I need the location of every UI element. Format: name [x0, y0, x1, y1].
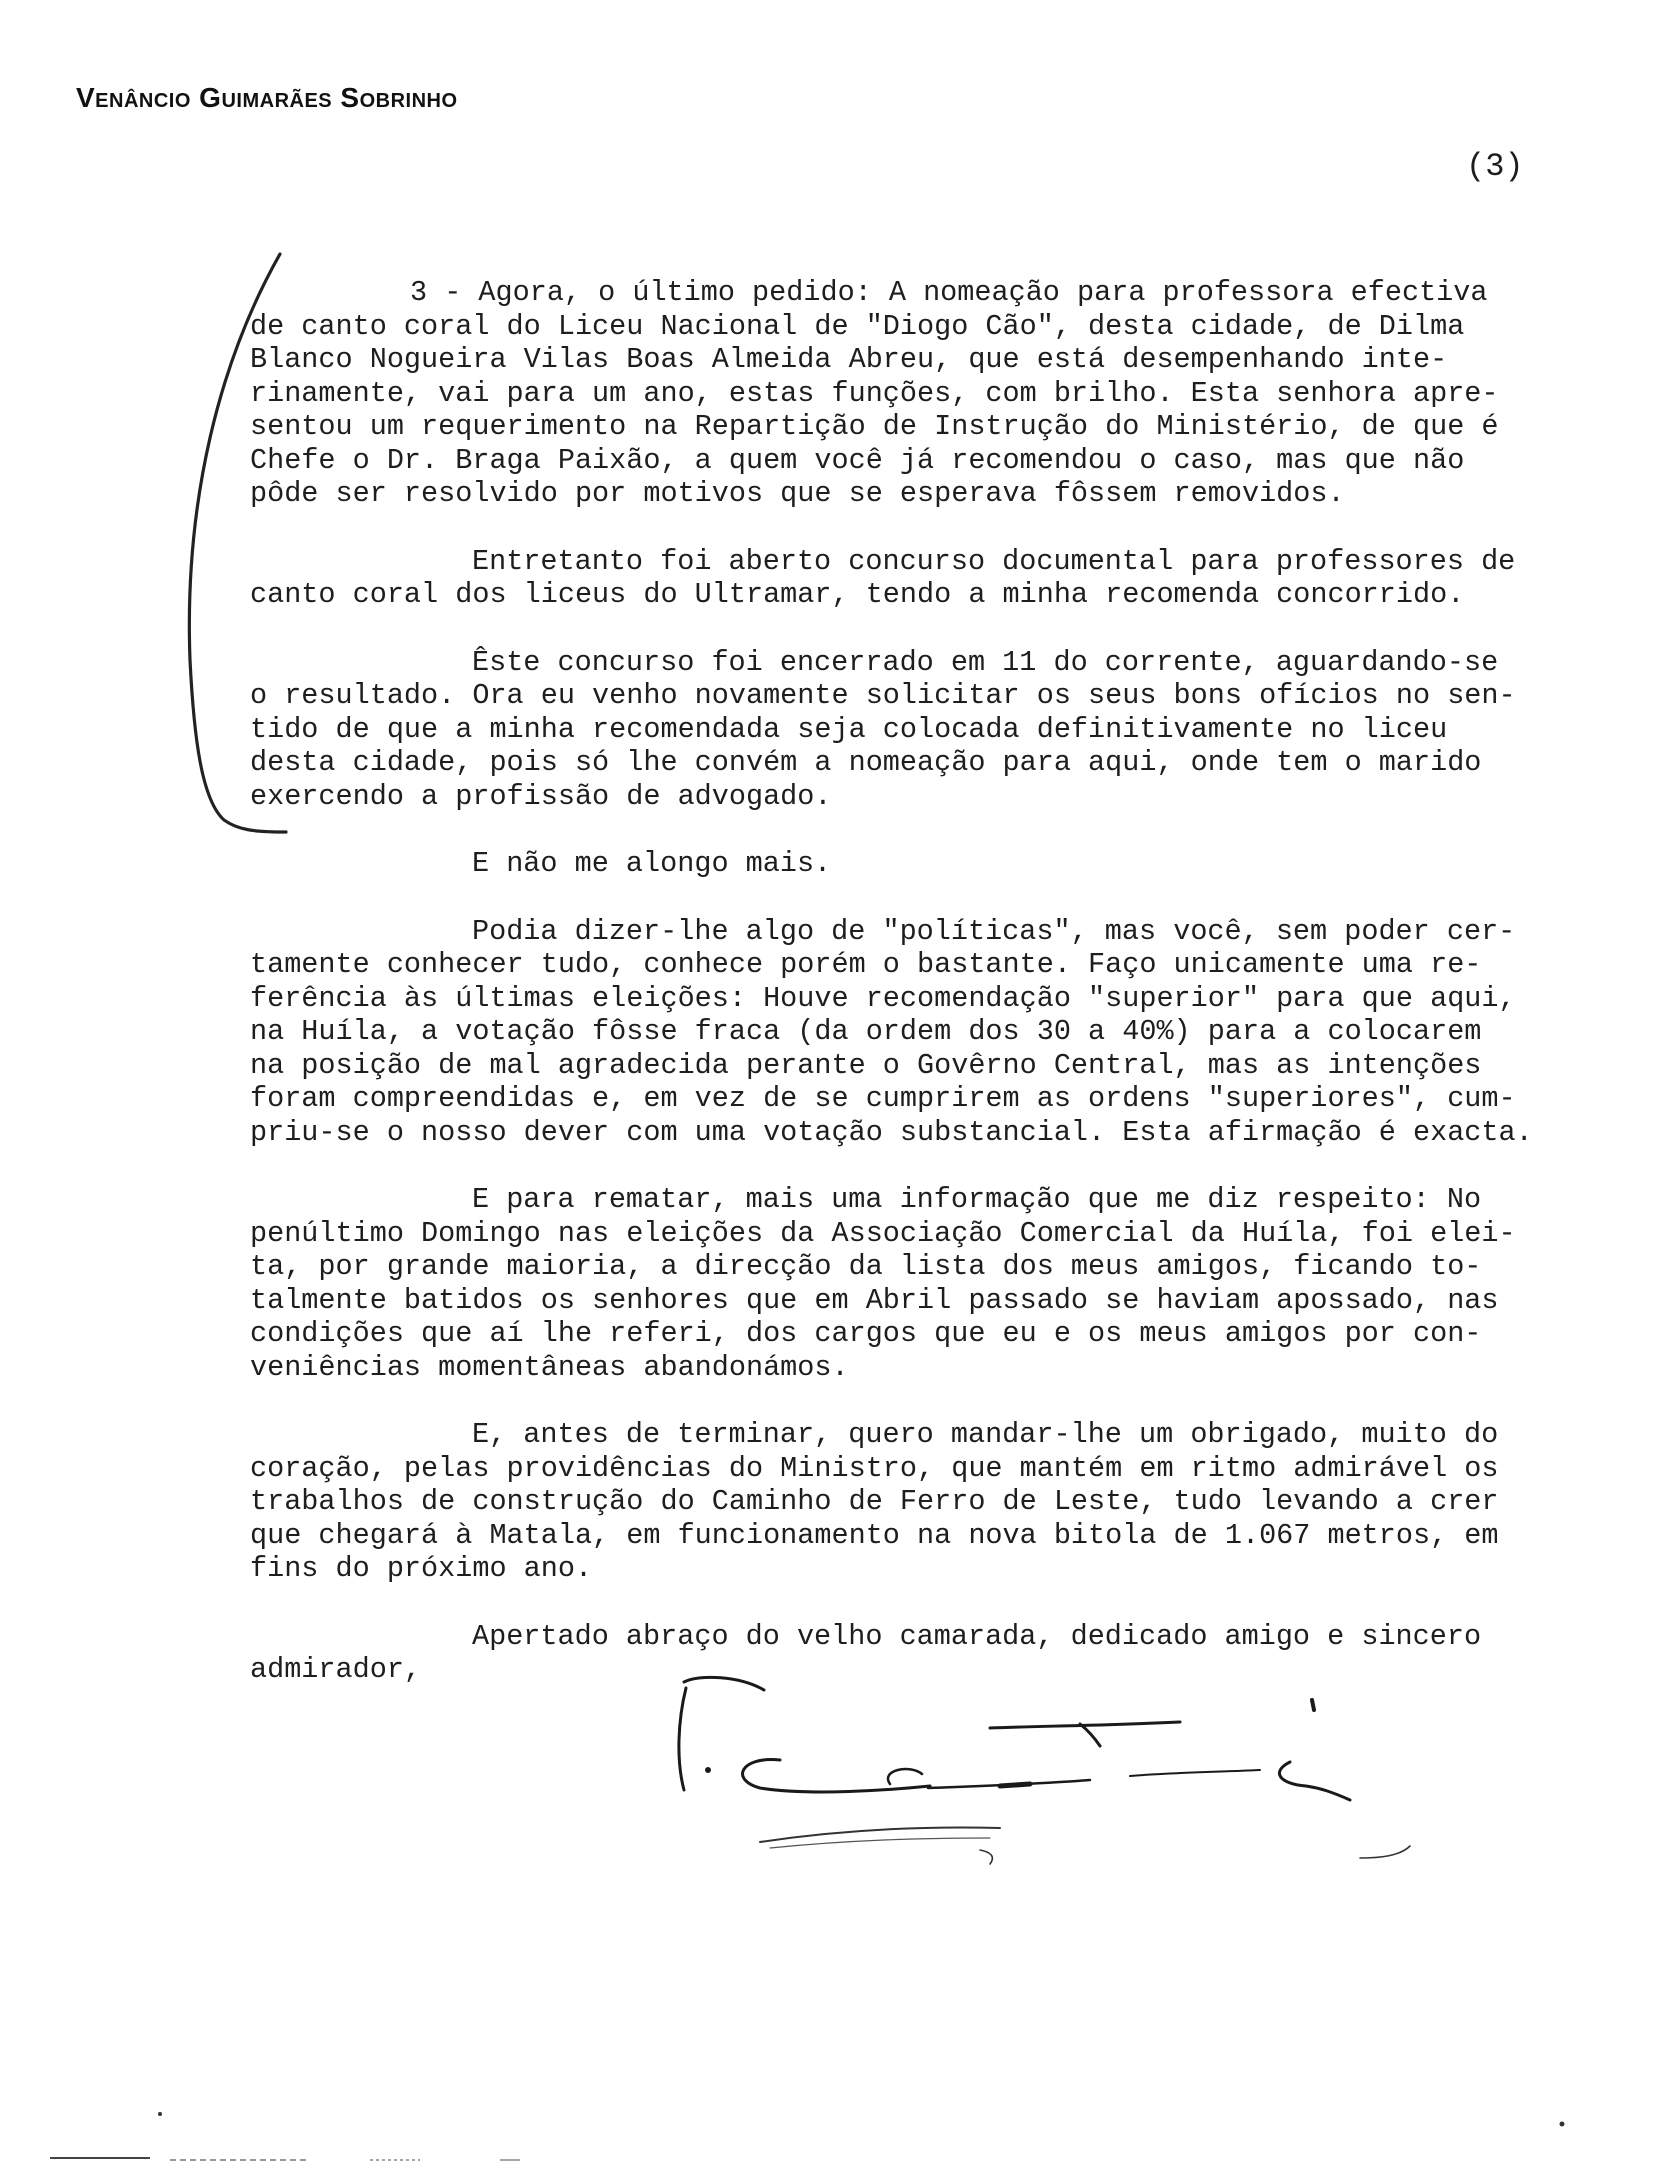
- text-line: Blanco Nogueira Vilas Boas Almeida Abreu, que está desempenhando inte-: [250, 343, 1448, 376]
- text-line: Êste concurso foi encerrado em 11 do corrente, aguardando-se: [472, 645, 1499, 679]
- text-line: na Huíla, a votação fôsse fraca (da ordem dos 30 a 40%) para a colocarem: [250, 1015, 1482, 1048]
- letterhead-name: Venâncio Guimarães Sobrinho: [76, 82, 458, 113]
- text-line: E para rematar, mais uma informação que me diz respeito: No: [472, 1183, 1482, 1216]
- text-line: pôde ser resolvido por motivos que se esperava fôssem removidos.: [250, 477, 1345, 510]
- page-number: (3): [1466, 148, 1524, 185]
- text-line: desta cidade, pois só lhe convém a nomeação para aqui, onde tem o marido: [250, 746, 1482, 779]
- paragraph-nao-me-alongo: [250, 847, 1610, 881]
- text-line: que chegará à Matala, em funcionamento na nova bitola de 1.067 metros, em: [250, 1518, 1499, 1552]
- text-line: rinamente, vai para um ano, estas funções, com brilho. Esta senhora apre-: [250, 376, 1499, 410]
- text-line: na posição de mal agradecida perante o Govêrno Central, mas as intenções: [250, 1048, 1482, 1082]
- text-line: E, antes de terminar, quero mandar-lhe um obrigado, muito do: [472, 1418, 1499, 1451]
- text-line: trabalhos de construção do Caminho de Ferro de Leste, tudo levando a crer: [250, 1485, 1499, 1518]
- text-line: o resultado. Ora eu venho novamente solicitar os seus bons ofícios no sen-: [250, 679, 1516, 712]
- paragraph-caminho-de-ferro: [250, 1418, 1610, 1586]
- handwritten-signature: [660, 1660, 1440, 1900]
- text-line: veniências momentâneas abandonámos.: [250, 1350, 849, 1384]
- text-line: coração, pelas providências do Ministro, que mantém em ritmo admirável os: [250, 1451, 1499, 1485]
- text-line: canto coral dos liceus do Ultramar, tendo a minha recomenda concorrido.: [250, 578, 1465, 611]
- paragraph-concurso-encerrado: [250, 646, 1610, 814]
- text-line: penúltimo Domingo nas eleições da Associação Comercial da Huíla, foi elei-: [250, 1216, 1516, 1250]
- text-line: Apertado abraço do velho camarada, dedicado amigo e sincero: [472, 1619, 1482, 1653]
- text-line: ta, por grande maioria, a direcção da lista dos meus amigos, ficando to-: [250, 1250, 1482, 1283]
- paragraph-concurso: [250, 545, 1610, 612]
- paragraph-politicas: [250, 915, 1610, 1150]
- text-line: Chefe o Dr. Braga Paixão, a quem você já recomendou o caso, mas que não: [250, 443, 1465, 477]
- text-line: tamente conhecer tudo, conhece porém o bastante. Faço unicamente uma re-: [250, 948, 1482, 981]
- text-line: tido de que a minha recomendada seja colocada definitivamente no liceu: [250, 712, 1448, 746]
- text-line: ferência às últimas eleições: Houve recomendação "superior" para que aqui,: [250, 981, 1516, 1015]
- text-line: condições que aí lhe referi, dos cargos que eu e os meus amigos por con-: [250, 1317, 1482, 1350]
- text-line: de canto coral do Liceu Nacional de "Diogo Cão", desta cidade, de Dilma: [250, 309, 1465, 343]
- scan-edge-marks: [0, 2100, 1680, 2176]
- text-line: priu-se o nosso dever com uma votação substancial. Esta afirmação é exacta.: [250, 1115, 1533, 1149]
- text-line: fins do próximo ano.: [250, 1552, 593, 1585]
- text-line: sentou um requerimento na Repartição de Instrução do Ministério, de que é: [250, 410, 1499, 443]
- text-line: E não me alongo mais.: [472, 847, 832, 880]
- text-line: exercendo a profissão de advogado.: [250, 779, 832, 813]
- text-line: 3 - Agora, o último pedido: A nomeação para professora efectiva: [410, 276, 1488, 309]
- text-line: talmente batidos os senhores que em Abril passado se haviam apossado, nas: [250, 1283, 1499, 1317]
- paragraph-nomination-request: [250, 276, 1610, 511]
- text-line: Podia dizer-lhe algo de "políticas", mas você, sem poder cer-: [472, 914, 1516, 948]
- text-line: Entretanto foi aberto concurso documental para professores de: [472, 544, 1516, 578]
- letter-body: [250, 276, 1610, 1721]
- paragraph-associacao-comercial: [250, 1183, 1610, 1384]
- text-line: foram compreendidas e, em vez de se cumprirem as ordens "superiores", cum-: [250, 1082, 1516, 1115]
- text-line: admirador,: [250, 1653, 422, 1686]
